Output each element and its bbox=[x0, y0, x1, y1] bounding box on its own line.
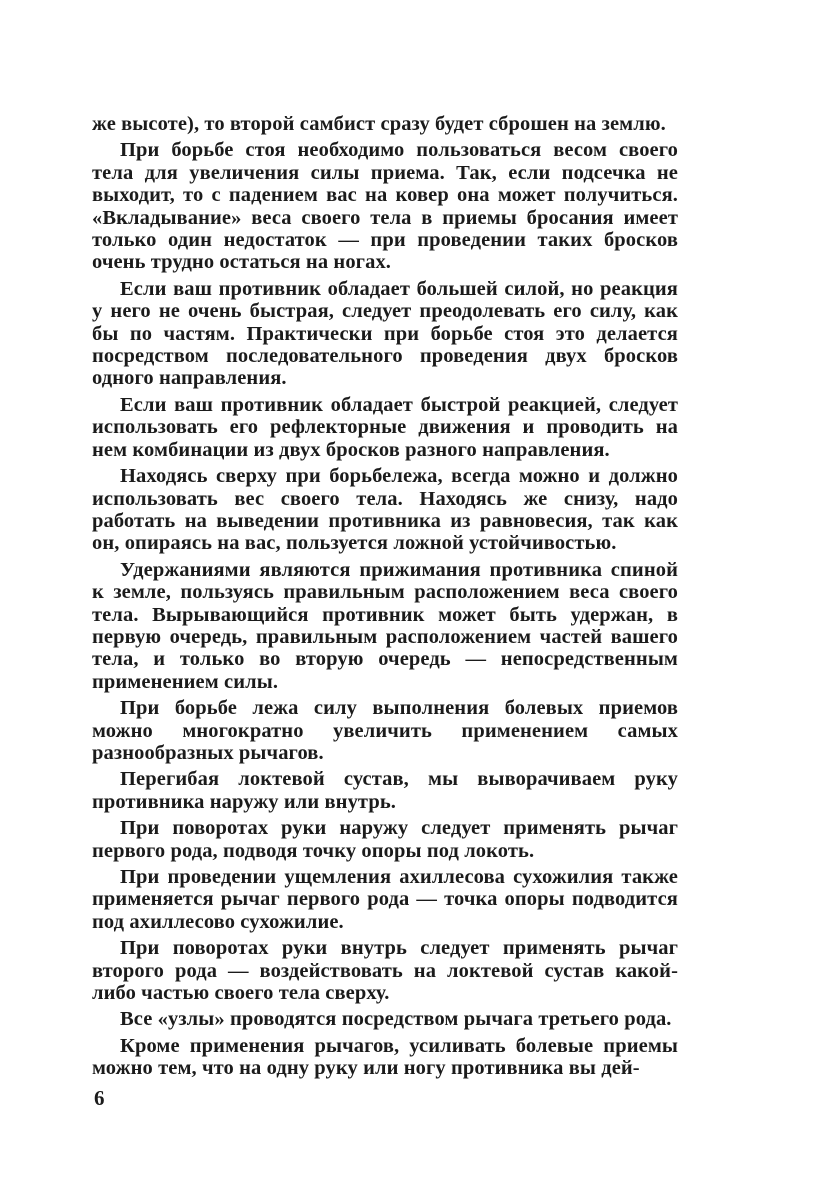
paragraph: Перегибая локтевой сустав, мы выворачиваем руку противника наружу или внутрь. bbox=[92, 768, 678, 813]
paragraph-continuation: же высоте), то второй самбист сразу будет сброшен на землю. bbox=[92, 113, 666, 135]
page-number: 6 bbox=[94, 1086, 105, 1110]
paragraph: Если ваш противник обладает быстрой реакцией, следует использовать его рефлекторные движения и проводить на нем комбинации из двух бросков разного направления. bbox=[92, 393, 678, 461]
paragraph: При борьбе стоя необходимо пользоваться весом своего тела для увеличения силы приема. Так, если подсечка не выходит, то с падением вас на ковер она может получиться. «Вкладывание» веса своего тела в приемы бросания имеет только один недостаток — при проведении таких бросков очень трудно остаться на ногах. bbox=[92, 139, 678, 274]
paragraph: Удержаниями являются прижимания противника спиной к земле, пользуясь правильным расположением веса своего тела. Вырывающийся противник может быть удержан, в первую очередь, правильным расположением частей вашего тела, и только во вторую очередь — непосредственным применением силы. bbox=[92, 558, 678, 693]
paragraph: Находясь сверху при борьбележа, всегда можно и должно использовать вес своего тела. Находясь же снизу, надо работать на выведении противника из равновесия, так как он, опираясь на вас, пользуется ложной устойчивостью. bbox=[92, 465, 678, 555]
paragraph: При поворотах руки внутрь следует применять рычаг второго рода — воздействовать на локтевой сустав какой-либо частью своего тела сверху. bbox=[92, 937, 678, 1005]
paragraph: Если ваш противник обладает большей силой, но реакция у него не очень быстрая, следует преодолевать его силу, как бы по частям. Практически при борьбе стоя это делается посредством последовательного проведения двух бросков одного направления. bbox=[92, 277, 678, 390]
body-text bbox=[92, 113, 678, 1084]
paragraph: При поворотах руки наружу следует применять рычаг первого рода, подводя точку опоры под локоть. bbox=[92, 817, 678, 862]
paragraph: При проведении ущемления ахиллесова сухожилия также применяется рычаг первого рода — точка опоры подводится под ахиллесово сухожилие. bbox=[92, 866, 678, 933]
paragraph: Кроме применения рычагов, усиливать болевые приемы можно тем, что на одну руку или ногу противника вы дей- bbox=[92, 1034, 678, 1080]
paragraph: Все «узлы» проводятся посредством рычага третьего рода. bbox=[120, 1008, 672, 1031]
paragraph: При борьбе лежа силу выполнения болевых приемов можно многократно увеличить применением самых разнообразных рычагов. bbox=[92, 697, 678, 764]
